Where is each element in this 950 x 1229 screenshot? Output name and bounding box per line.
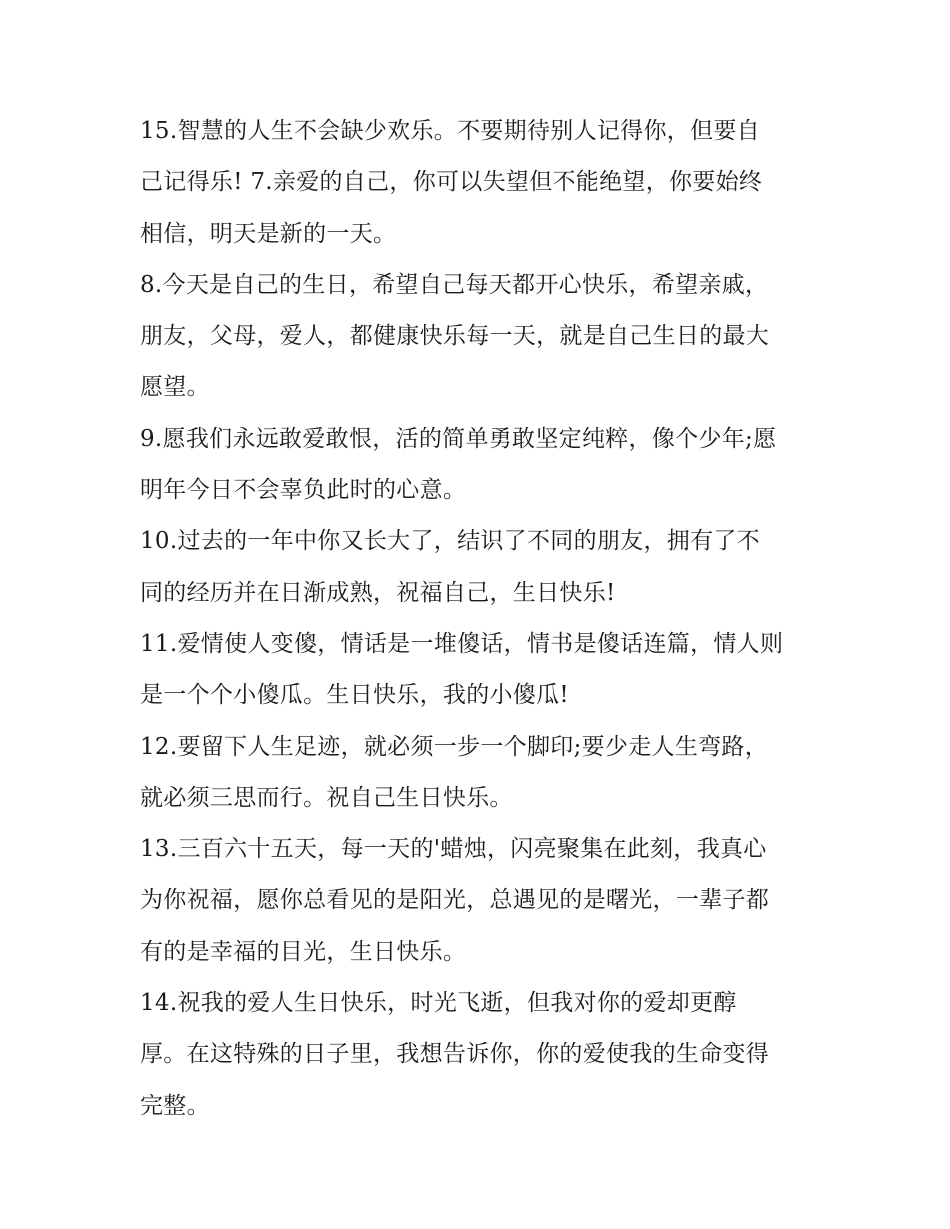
text-line: 12.要留下人生足迹，就必须一步一个脚印;要少走人生弯路， — [140, 733, 769, 760]
text-line: 就必须三思而行。祝自己生日快乐。 — [140, 784, 513, 811]
text-line: 9.愿我们永远敢爱敢恨，活的简单勇敢坚定纯粹，像个少年;愿 — [140, 425, 777, 452]
text-line: 相信，明天是新的一天。 — [140, 220, 397, 247]
text-line: 愿望。 — [140, 374, 210, 401]
text-line: 8.今天是自己的生日，希望自己每天都开心快乐，希望亲戚， — [140, 271, 769, 298]
text-line: 有的是幸福的目光，生日快乐。 — [140, 938, 467, 965]
document-body — [140, 106, 820, 1132]
text-line: 15.智慧的人生不会缺少欢乐。不要期待别人记得你，但要自 — [140, 118, 760, 144]
text-line: 明年今日不会辜负此时的心意。 — [140, 477, 467, 504]
text-line: 朋友，父母，爱人，都健康快乐每一天，就是自己生日的最大 — [140, 323, 770, 350]
text-line: 为你祝福，愿你总看见的是阳光，总遇见的是曙光，一辈子都 — [140, 887, 770, 914]
text-line: 11.爱情使人变傻，情话是一堆傻话，情书是傻话连篇，情人则 — [140, 630, 784, 657]
text-line: 10.过去的一年中你又长大了，结识了不同的朋友，拥有了不 — [140, 528, 760, 555]
text-line: 13.三百六十五天，每一天的'蜡烛，闪亮聚集在此刻，我真心 — [140, 836, 767, 863]
text-line: 完整。 — [140, 1092, 210, 1119]
text-line: 己记得乐! 7.亲爱的自己，你可以失望但不能绝望，你要始终 — [140, 169, 763, 196]
text-line: 厚。在这特殊的日子里，我想告诉你，你的爱使我的生命变得 — [140, 1041, 770, 1068]
text-line: 14.祝我的爱人生日快乐，时光飞逝，但我对你的爱却更醇 — [140, 990, 737, 1017]
text-line: 是一个个小傻瓜。生日快乐，我的小傻瓜! — [140, 682, 569, 709]
text-line: 同的经历并在日渐成熟，祝福自己，生日快乐! — [140, 579, 616, 606]
